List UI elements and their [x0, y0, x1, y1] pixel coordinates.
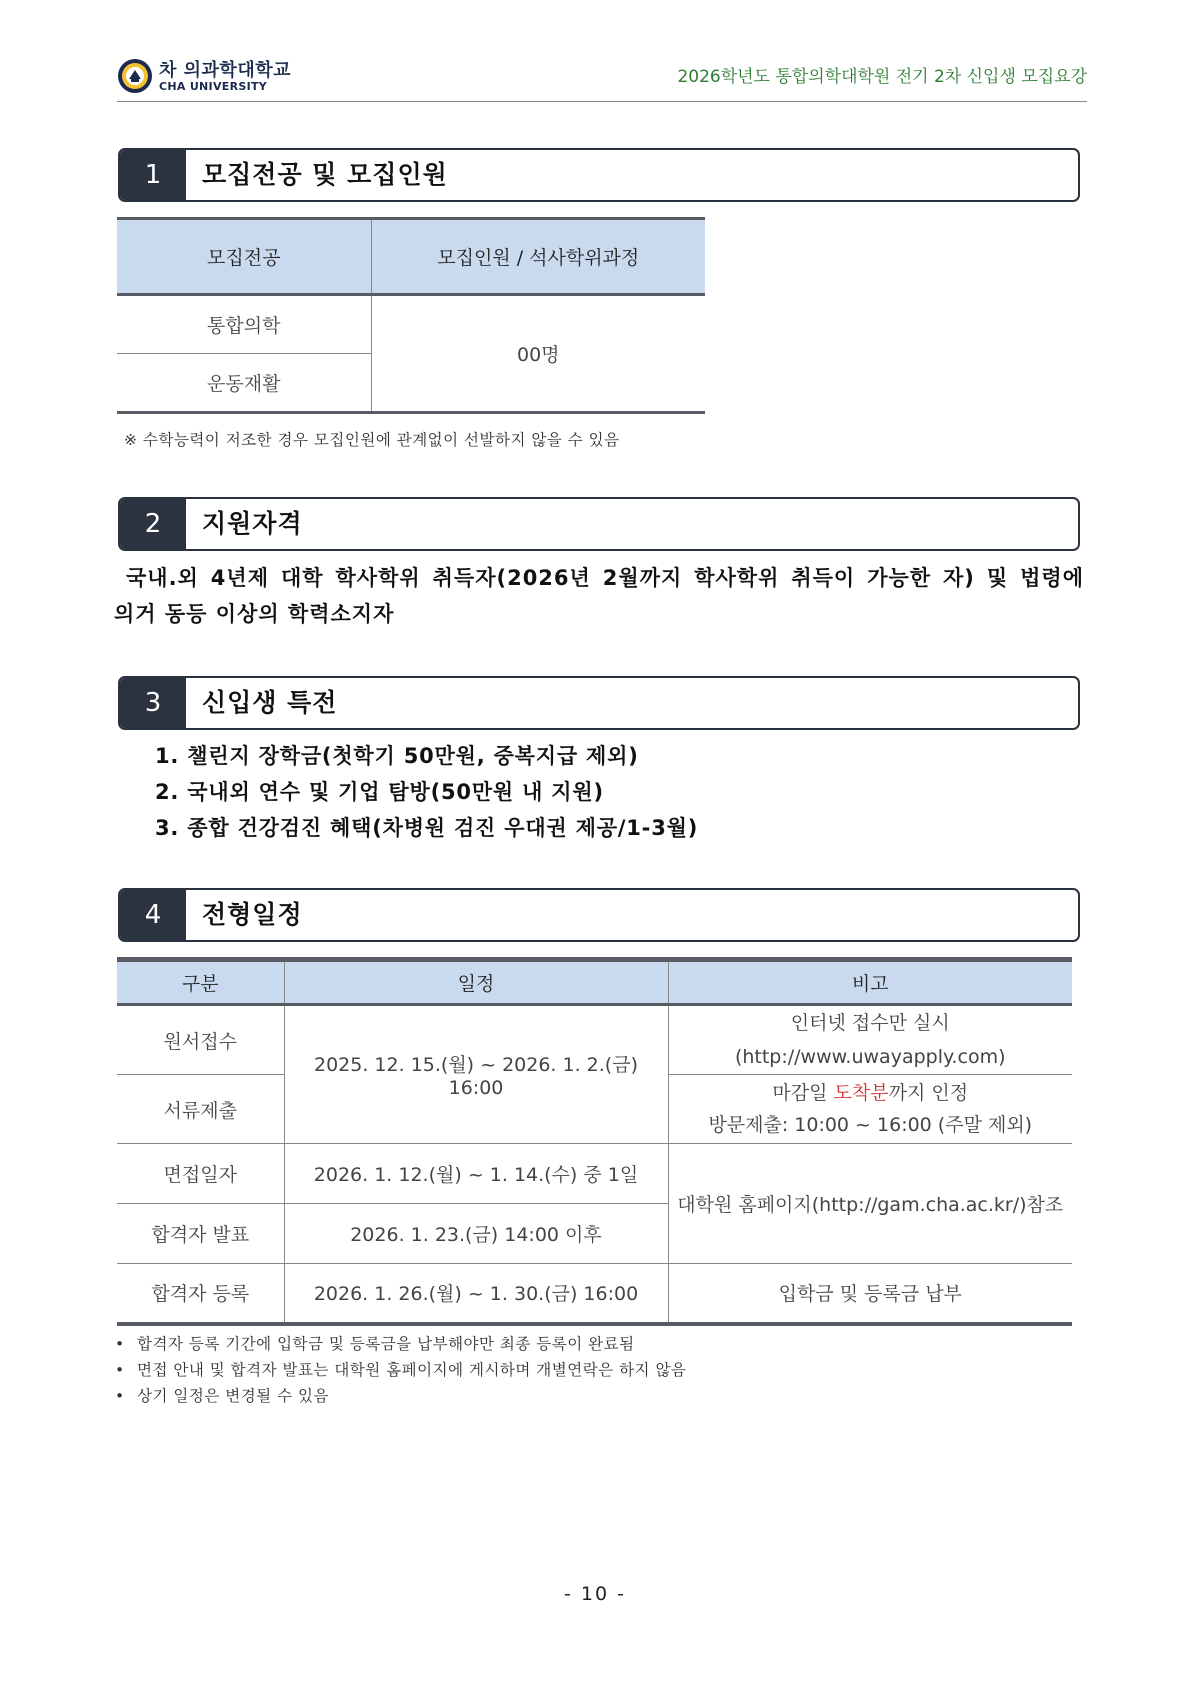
university-seal-icon: [117, 58, 153, 94]
section-title: 모집전공 및 모집인원: [202, 160, 448, 189]
section-number: 3: [120, 678, 186, 728]
remarks-text: 인터넷 접수만 실시: [790, 1012, 950, 1034]
schedule-table: [117, 957, 1072, 1326]
table-row-label: 서류제출: [117, 1075, 284, 1144]
eligibility-line: 국내.외 4년제 대학 학사학위 취득자(2026년 2월까지 학사학위 취득이 가능한 자) 및 법령에: [126, 566, 1084, 590]
section-title: 전형일정: [202, 900, 303, 929]
recruitment-note: ※ 수학능력이 저조한 경우 모집인원에 관계없이 선발하지 않을 수 있음: [124, 431, 620, 449]
recruitment-table: [117, 217, 705, 414]
list-item: • 면접 안내 및 합격자 발표는 대학원 홈페이지에 게시하며 개별연락은 하지 않음: [115, 1357, 686, 1383]
section-number: 4: [120, 890, 186, 940]
section-number: 1: [120, 150, 186, 200]
table-row-label: 원서접수: [163, 1030, 237, 1053]
remarks-cell: 대학원 홈페이지(http://gam.cha.ac.kr/)참조: [668, 1144, 1072, 1264]
schedule-notes: [115, 1331, 686, 1409]
highlight-arrival: 도착분: [833, 1082, 889, 1104]
remarks-cell: 입학금 및 등록금 납부: [668, 1264, 1072, 1324]
list-item: 2. 국내외 연수 및 기업 탐방(50만원 내 지원): [155, 780, 604, 804]
major-cell: 운동재활: [117, 354, 371, 413]
recruit-count-cell: 00명: [371, 295, 705, 413]
list-item: 3. 종합 건강검진 혜택(차병원 검진 우대권 제공/1-3월): [155, 816, 699, 840]
eligibility-line: 의거 동등 이상의 학력소지자: [114, 602, 395, 626]
table-header-category: 구분: [117, 960, 284, 1005]
table-row-label: 합격자 등록: [117, 1264, 284, 1324]
list-item: • 상기 일정은 변경될 수 있음: [115, 1383, 686, 1409]
list-item: 1. 챌린지 장학금(첫학기 50만원, 중복지급 제외): [155, 744, 639, 768]
table-header-major: 모집전공: [117, 219, 371, 295]
schedule-cell: 2026. 1. 23.(금) 14:00 이후: [284, 1204, 668, 1264]
section-title: 신입생 특전: [202, 688, 338, 717]
table-row-label: 면접일자: [117, 1144, 284, 1204]
schedule-cell: 2026. 1. 26.(월) ~ 1. 30.(금) 16:00: [284, 1264, 668, 1324]
section-3-heading: [118, 676, 1080, 730]
section-1-heading: [118, 148, 1080, 202]
section-title: 지원자격: [202, 509, 303, 538]
university-name-korean: 차 의과학대학교: [159, 60, 291, 81]
table-header-count: 모집인원 / 석사학위과정: [371, 219, 705, 295]
remarks-text: [669, 1077, 1073, 1109]
page-number: - 10 -: [564, 1583, 626, 1605]
major-cell: 통합의학: [207, 315, 281, 337]
section-number: 2: [120, 499, 186, 549]
document-title: 2026학년도 통합의학대학원 전기 2차 신입생 모집요강: [677, 67, 1087, 87]
section-4-heading: [118, 888, 1080, 942]
table-header-schedule: 일정: [284, 960, 668, 1005]
page-header: [117, 52, 1087, 102]
remarks-cell: [668, 1075, 1072, 1144]
list-item: • 합격자 등록 기간에 입학금 및 등록금을 납부해야만 최종 등록이 완료됨: [115, 1331, 686, 1357]
eligibility-text: [114, 560, 1084, 632]
visit-submission-text: 방문제출: 10:00 ~ 16:00 (주말 제외): [708, 1114, 1033, 1136]
table-row-label: 합격자 발표: [117, 1204, 284, 1264]
remarks-prefix: 마감일: [772, 1082, 834, 1104]
remarks-suffix: 까지 인정: [888, 1082, 969, 1104]
section-2-heading: [118, 497, 1080, 551]
benefits-list: [155, 738, 698, 846]
university-name-english: CHA UNIVERSITY: [159, 80, 268, 93]
remarks-cell: [668, 1005, 1072, 1075]
schedule-cell: 2026. 1. 12.(월) ~ 1. 14.(수) 중 1일: [284, 1144, 668, 1204]
application-url: (http://www.uwayapply.com): [734, 1046, 1006, 1068]
table-header-remarks: 비고: [668, 960, 1072, 1005]
schedule-cell: 2025. 12. 15.(월) ~ 2026. 1. 2.(금) 16:00: [284, 1005, 668, 1144]
